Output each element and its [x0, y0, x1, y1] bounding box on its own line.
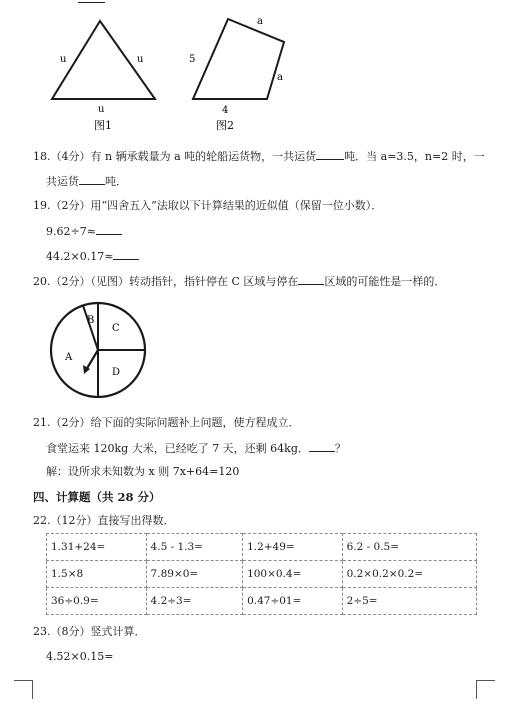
q20-score: （2分） [50, 275, 91, 288]
q19-score: （2分） [50, 199, 91, 212]
question-23 [33, 625, 146, 639]
q20-answer-blank[interactable] [298, 274, 324, 285]
spinner-divider-b-left [83, 306, 98, 351]
spinner-label-a: A [65, 352, 73, 363]
q19-number: 19. [33, 199, 51, 212]
q23-score: （8分） [50, 625, 91, 638]
spinner-pointer [86, 350, 98, 370]
quadrilateral-shape [193, 19, 284, 99]
corner-mark-right [476, 680, 495, 699]
quad-side-top: a [257, 16, 263, 27]
section-4-title: 四、计算题（共 28 分） [33, 490, 161, 504]
table-cell[interactable]: 1.2+49= [243, 534, 343, 561]
q21-text: 给下面的实际问题补上问题，使方程成立． [90, 416, 300, 429]
spinner-label-c: C [112, 323, 120, 334]
q21-line-3 [46, 465, 239, 479]
spinner-figure [48, 300, 150, 402]
q21-line-2 [46, 441, 346, 456]
top-partial-blank [78, 0, 105, 3]
table-row [47, 588, 477, 615]
q18-score: （4分） [50, 150, 91, 163]
table-cell[interactable]: 1.5×8 [47, 561, 147, 588]
q22-calculation-table [46, 533, 477, 615]
q21-number: 21. [33, 416, 51, 429]
q23-number: 23. [33, 625, 51, 638]
table-cell[interactable]: 1.31+24= [47, 534, 147, 561]
quad-side-left: 5 [189, 54, 196, 65]
triangle-side-right: u [137, 54, 144, 65]
question-19 [33, 199, 382, 213]
figure-triangle [40, 14, 170, 134]
triangle-side-bottom: u [98, 104, 105, 115]
question-22 [33, 514, 175, 528]
question-20 [33, 274, 445, 289]
q18-text-d: 吨． [105, 175, 127, 188]
triangle-side-left: u [60, 54, 67, 65]
q19-expr1-text: 9.62÷7≈ [46, 225, 96, 238]
quad-side-right: a [277, 72, 283, 83]
q21-score: （2分） [50, 416, 91, 429]
spinner-label-b: B [87, 315, 95, 326]
q22-text: 直接写出得数． [97, 514, 175, 527]
quad-side-bottom: 4 [222, 105, 229, 116]
q21-answer-blank[interactable] [309, 441, 335, 452]
q19-answer-blank-1[interactable] [96, 224, 122, 235]
q19-expr-2 [46, 249, 139, 264]
question-18-line2 [46, 174, 127, 189]
q20-text-b: 区域的可能性是一样的． [324, 275, 446, 288]
table-row [47, 561, 477, 588]
q19-expr2-text: 44.2×0.17≈ [46, 250, 114, 263]
figure-quadrilateral [180, 12, 300, 134]
q18-number: 18. [33, 150, 51, 163]
q19-expr-1 [46, 224, 122, 239]
q18-answer-blank-2[interactable] [79, 174, 105, 185]
q22-number: 22. [33, 514, 51, 527]
q18-text-a: 有 n 辆承载量为 a 吨的轮船运货物，一共运货 [90, 150, 317, 163]
q19-answer-blank-2[interactable] [113, 249, 139, 260]
q21-solution-text: 解：设所求未知数为 x 则 7x+64=120 [46, 465, 240, 478]
table-cell[interactable]: 4.5 - 1.3= [146, 534, 243, 561]
corner-mark-left [14, 680, 33, 699]
q21-line2-end: ？ [334, 442, 346, 455]
q19-text: 用“四舍五入”法取以下计算结果的近似值（保留一位小数）． [90, 199, 383, 212]
table-cell[interactable]: 36÷0.9= [47, 588, 147, 615]
table-cell[interactable]: 4.2÷3= [146, 588, 243, 615]
table-cell[interactable]: 0.2×0.2×0.2= [342, 561, 476, 588]
q22-score: （12分） [50, 514, 98, 527]
q23-expr-1: 4.52×0.15= [46, 650, 114, 663]
question-18-line1 [33, 149, 485, 164]
figure1-caption: 图1 [94, 119, 112, 132]
table-row [47, 534, 477, 561]
q23-text: 竖式计算． [90, 625, 146, 638]
table-cell[interactable]: 0.47÷01= [243, 588, 343, 615]
question-21 [33, 416, 300, 430]
table-cell[interactable]: 6.2 - 0.5= [342, 534, 476, 561]
q18-text-c: 共运货 [46, 175, 79, 188]
q21-line2-text: 食堂运来 120kg 大米，已经吃了 7 天，还剩 64kg． [46, 442, 309, 455]
table-cell[interactable]: 100×0.4= [243, 561, 343, 588]
q20-number: 20. [33, 275, 51, 288]
figure2-caption: 图2 [216, 119, 234, 132]
table-cell[interactable]: 2÷5= [342, 588, 476, 615]
q18-answer-blank-1[interactable] [316, 149, 344, 160]
q20-text-a: （见图）转动指针，指针停在 C 区域与停在 [90, 275, 299, 288]
table-cell[interactable]: 7.89×0= [146, 561, 243, 588]
spinner-label-d: D [112, 367, 121, 378]
q18-text-b: 吨．当 a=3.5，n=2 时，一 [344, 150, 485, 163]
